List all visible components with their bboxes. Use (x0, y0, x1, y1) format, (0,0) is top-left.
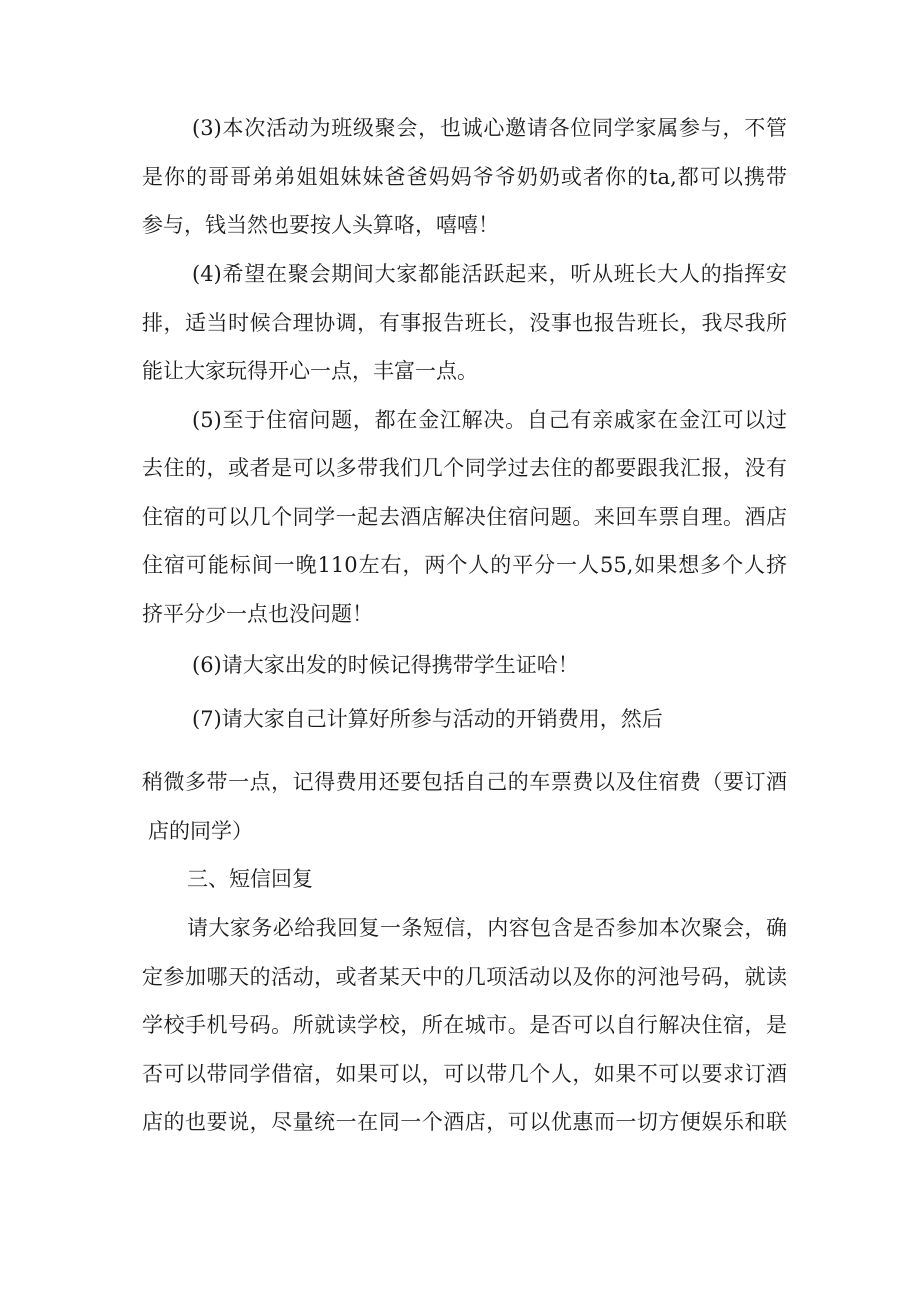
paragraph-sms-line-4: 否可以带同学借宿，如果可以，可以带几个人，如果不可以要求订酒 (142, 1062, 787, 1086)
paragraph-5-line-4: 住宿可能标间一晚110左右，两个人的平分一人55,如果想多个人挤 (142, 553, 787, 577)
paragraph-7-line-3: 店的同学） (148, 819, 253, 843)
section-heading-sms-reply: 三、短信回复 (187, 867, 313, 891)
paragraph-sms-line-3: 学校手机号码。所就读学校，所在城市。是否可以自行解决住宿，是 (142, 1013, 787, 1037)
paragraph-4-line-2: 排，适当时候合理协调，有事报告班长，没事也报告班长，我尽我所 (142, 311, 787, 335)
paragraph-4-line-1: (4)希望在聚会期间大家都能活跃起来，听从班长大人的指挥安 (192, 262, 787, 286)
paragraph-5-line-1: (5)至于住宿问题，都在金江解决。自己有亲戚家在金江可以过 (192, 408, 787, 432)
paragraph-3-line-2: 是你的哥哥弟弟姐姐妹妹爸爸妈妈爷爷奶奶或者你的ta,都可以携带 (142, 165, 787, 189)
paragraph-4-line-3: 能让大家玩得开心一点，丰富一点。 (142, 359, 478, 383)
paragraph-5-line-3: 住宿的可以几个同学一起去酒店解决住宿问题。来回车票自理。酒店 (142, 505, 787, 529)
paragraph-7-line-1: (7)请大家自己计算好所参与活动的开销费用，然后 (192, 707, 663, 731)
paragraph-sms-line-2: 定参加哪天的活动，或者某天中的几项活动以及你的河池号码，就读 (142, 965, 787, 989)
paragraph-sms-line-1: 请大家务必给我回复一条短信，内容包含是否参加本次聚会，确 (187, 916, 787, 940)
paragraph-5-line-2: 去住的，或者是可以多带我们几个同学过去住的都要跟我汇报，没有 (142, 456, 787, 480)
paragraph-6-line-1: (6)请大家出发的时候记得携带学生证哈！ (192, 653, 579, 677)
paragraph-5-line-5: 挤平分少一点也没问题！ (142, 602, 373, 626)
paragraph-sms-line-5: 店的也要说，尽量统一在同一个酒店，可以优惠而一切方便娱乐和联 (142, 1110, 787, 1134)
paragraph-3-line-3: 参与，钱当然也要按人头算咯，嘻嘻！ (142, 213, 499, 237)
paragraph-7-line-2: 稍微多带一点，记得费用还要包括自己的车票费以及住宿费（要订酒 (142, 770, 787, 794)
paragraph-3-line-1: (3)本次活动为班级聚会，也诚心邀请各位同学家属参与，不管 (192, 116, 787, 140)
